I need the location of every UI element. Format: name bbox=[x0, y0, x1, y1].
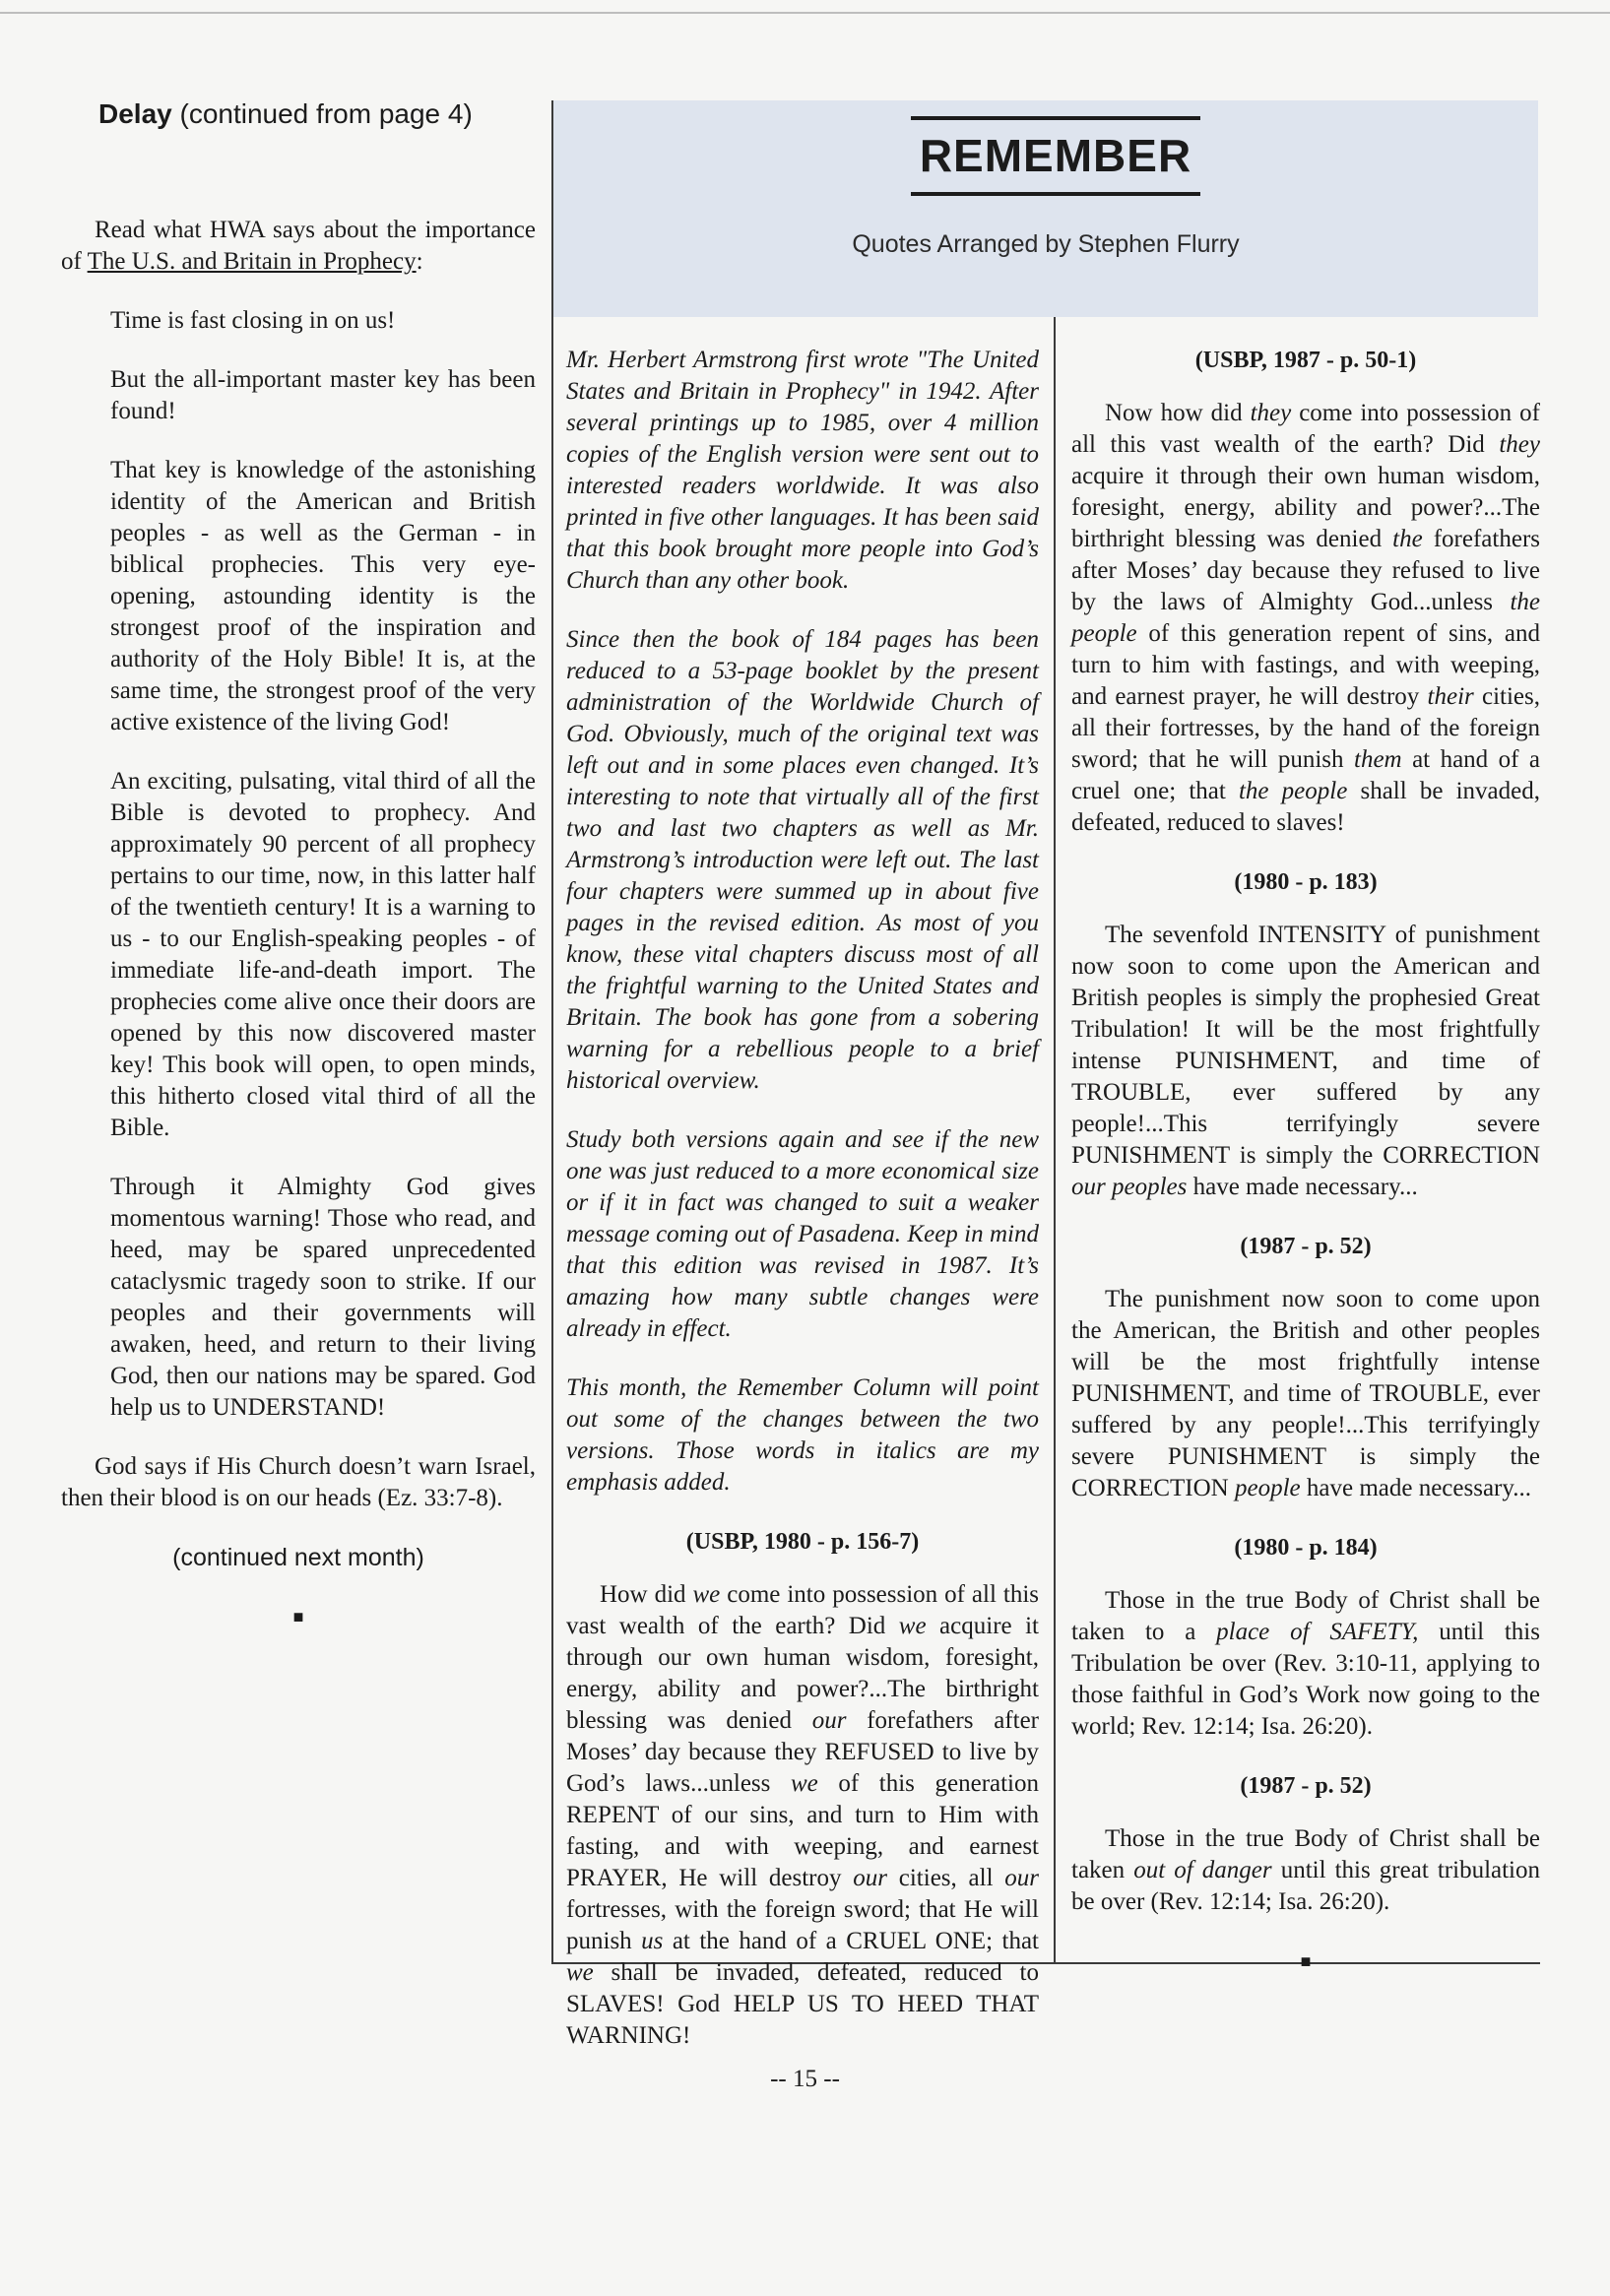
top-edge-rule bbox=[0, 12, 1610, 14]
end-mark: ■ bbox=[1300, 1951, 1312, 1971]
intro-paragraph: Read what HWA says about the importance of The U.S. and Britain in Prophecy: bbox=[61, 217, 536, 275]
source-reference: (1987 - p. 52) bbox=[1240, 1234, 1372, 1259]
column-title: REMEMBER bbox=[919, 130, 1192, 181]
source-reference: (1987 - p. 52) bbox=[1240, 1773, 1372, 1799]
source-reference: (1980 - p. 183) bbox=[1234, 869, 1378, 895]
quote-paragraph: That key is knowledge of the astonishing identity of the American and British peoples - as well as the German - in biblical prophecies. This very eye-opening, astounding identity is the strongest proof of the inspiration and authority of the Holy Bible! It is, at the same time, the strongest proof of the very active existence of the living God! bbox=[110, 457, 536, 735]
hwa-quote-block bbox=[61, 305, 536, 1424]
editor-intro-paragraph: Since then the book of 184 pages has been reduced to a 53-page booklet by the present administration of the Worldwide Church of God. Obviously, much of the original text was left out and in some places even changed. It’s interesting to note that virtually all of the first two and last two chapters as well as Mr. Armstrong’s introduction were left out. The last four chapters were summed up in about five pages in the revised edition. As most of you know, these vital chapters discuss most of all the frightful warning to the United States and Britain. The book has gone from a sobering warning for a rebellious people to a brief historical overview. bbox=[566, 626, 1039, 1094]
editor-intro-paragraph: This month, the Remember Column will point out some of the changes between the two versions. Those words in italics are my emphasis added. bbox=[566, 1374, 1039, 1496]
left-column bbox=[61, 215, 536, 1632]
editor-intro-paragraph: Mr. Herbert Armstrong first wrote "The United States and Britain in Prophecy" in 1942. After several printings up to 1985, over 4 million copies of the English version were sent out to interested readers worldwide. It was also printed in five other languages. It has been said that this book brought more people into God’s Church than any other book. bbox=[566, 347, 1039, 594]
source-reference: (USBP, 1987 - p. 50-1) bbox=[1194, 348, 1417, 373]
quote-paragraph: But the all-important master key has been found! bbox=[110, 366, 536, 424]
quote-paragraph: How did we come into possession of all this vast wealth of the earth? Did we acquire it through our own human wisdom, foresight, energy, ability and power?...The birthright blessing was denied our forefathers after Moses’ day because they REFUSED to live by God’s laws...unless we of this generation REPENT of our sins, and turn to Him with fasting, and with weeping, and earnest PRAYER, He will destroy our cities, all our fortresses, with the foreign sword; that He will punish us at the hand of a CRUEL ONE; that we shall be invaded, defeated, reduced to SLAVES! God HELP US TO HEED THAT WARNING! bbox=[566, 1581, 1040, 2049]
quote-paragraph: Those in the true Body of Christ shall be taken out of danger until this great tribulation be over (Rev. 12:14; Isa. 26:20). bbox=[1071, 1825, 1541, 1915]
page-number: -- 15 -- bbox=[770, 2066, 840, 2092]
middle-column bbox=[566, 345, 1039, 2079]
quote-paragraph: An exciting, pulsating, vital third of all the Bible is devoted to prophecy. And approximately 90 percent of all prophecy pertains to our time, now, in this latter half of the twentieth century! It is a warning to us - to our English-speaking peoples - of immediate life-and-death import. The prophecies come alive once their doors are opened by this now discovered master key! This book will open, to open minds, this hitherto closed vital third of all the Bible. bbox=[110, 768, 536, 1141]
right-column-divider bbox=[1054, 317, 1056, 1964]
left-column-divider bbox=[551, 100, 553, 1964]
article-heading-title: Delay bbox=[98, 98, 172, 129]
book-title-link: The U.S. and Britain in Prophecy bbox=[87, 248, 417, 275]
quote-paragraph: The punishment now soon to come upon the American, the British and other peoples will be the most frightfully intense PUNISHMENT, and time of TROUBLE, ever suffered by any people!...This terrifyingly severe PUNISHMENT is simply the CORRECTION people have made necessary... bbox=[1071, 1286, 1540, 1501]
quote-paragraph: Now how did they come into possession of all this vast wealth of the earth? Did they acquire it through their own human wisdom, foresight, energy, ability and power?...The birthright blessing was denied the forefathers after Moses’ day because they refused to live by the laws of Almighty God...unless the people of this generation repent of sins, and turn to him with fastings, and with weeping, and earnest prayer, he will destroy their cities, all their fortresses, by the hand of the foreign sword; that he will punish them at hand of a cruel one; that the people shall be invaded, defeated, reduced to slaves! bbox=[1071, 400, 1541, 836]
byline: Quotes Arranged by Stephen Flurry bbox=[852, 230, 1240, 258]
quote-paragraph: Time is fast closing in on us! bbox=[110, 307, 396, 334]
editor-intro-paragraph: Study both versions again and see if the new one was just reduced to a more economical size or if it in fact was changed to suit a weaker message coming out of Pasadena. Keep in mind that this edition was revised in 1987. It’s amazing how many subtle changes were already in effect. bbox=[566, 1126, 1039, 1342]
banner-top-rule bbox=[911, 116, 1200, 120]
article-heading bbox=[98, 98, 473, 130]
article-heading-continuation: (continued from page 4) bbox=[179, 98, 473, 129]
banner-bottom-rule bbox=[911, 192, 1200, 196]
closing-paragraph: God says if His Church doesn’t warn Israel, then their blood is on our heads (Ez. 33:7-8). bbox=[61, 1453, 536, 1511]
quote-paragraph: The sevenfold INTENSITY of punishment now soon to come upon the American and British peoples is simply the prophesied Great Tribulation! It will be the most frightfully intense PUNISHMENT, and time of TROUBLE, ever suffered by any people!...This terrifyingly severe PUNISHMENT is simply the CORRECTION our peoples have made necessary... bbox=[1071, 922, 1540, 1200]
quote-paragraph: Through it Almighty God gives momentous warning! Those who read, and heed, may be spared unprecedented cataclysmic tragedy soon to strike. If our peoples and their governments will awaken, heed, and return to their living God, then our nations may be spared. God help us to UNDERSTAND! bbox=[110, 1174, 536, 1421]
continued-note: (continued next month) bbox=[172, 1544, 424, 1571]
end-mark: ■ bbox=[292, 1607, 304, 1626]
quote-paragraph: Those in the true Body of Christ shall be taken to a place of SAFETY, until this Tribulation be over (Rev. 3:10-11, applying to those faithful in God’s Work now going to the world; Rev. 12:14; Isa. 26:20). bbox=[1071, 1587, 1540, 1740]
source-reference: (USBP, 1980 - p. 156-7) bbox=[685, 1529, 920, 1555]
right-column bbox=[1071, 345, 1540, 1977]
source-reference: (1980 - p. 184) bbox=[1234, 1535, 1378, 1561]
